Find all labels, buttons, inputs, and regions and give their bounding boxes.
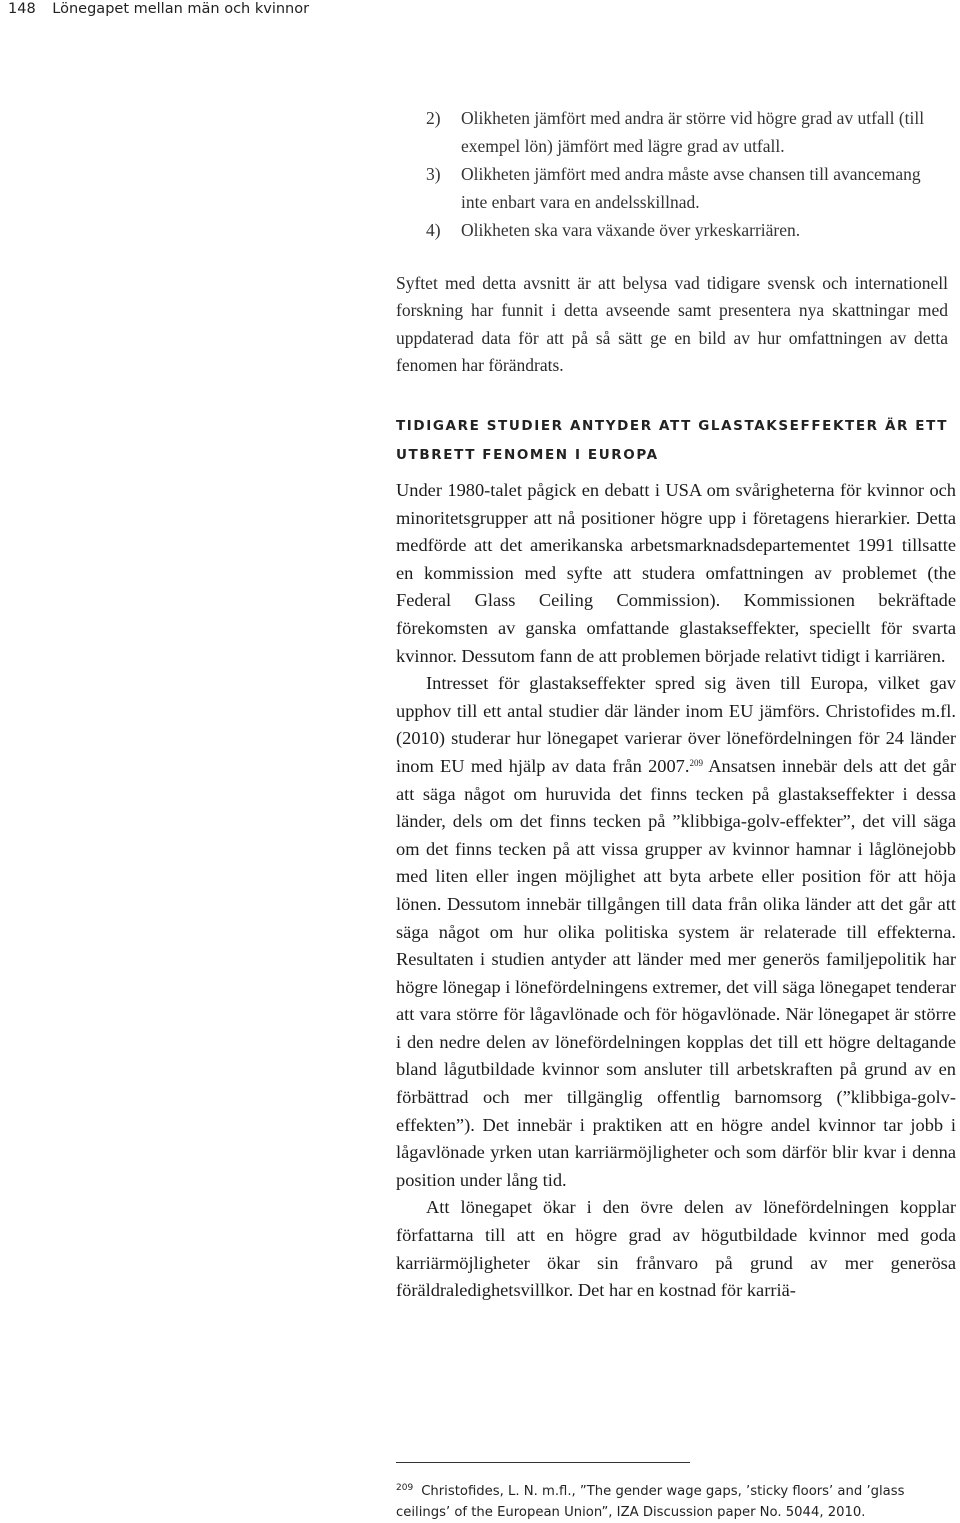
footnote <box>396 1481 936 1523</box>
intro-paragraph: Syftet med detta avsnitt är att belysa vad tidigare svensk och internationell forskning har funnit i detta avseende samt presentera nya skattningar med uppdaterad data för att på så sätt ge en bild av hur omfattningen av detta fenomen har förändrats. <box>396 273 948 375</box>
list-item-number: 3) <box>426 164 441 184</box>
list-item-text: Olikheten jämfört med andra måste avse chansen till avancemang inte enbart vara en andelsskillnad. <box>461 164 921 212</box>
footnote-text: Christofides, L. N. m.fl., ”The gender wage gaps, ’sticky floors’ and ’glass ceilings’ of the European Union”, IZA Discussion paper No. 5044, 2010. <box>396 1484 905 1520</box>
list-item <box>426 160 946 216</box>
body-paragraph-2-start: Intresset för glastakseffekter spred sig även till Europa, vilket gav upphov till ett antal studier där länder inom EU jämförs. Christofides m.fl. (2010) studerar hur lönegapet varierar över lönefördelningen för 24 länder inom EU med hjälp av data från 2007. <box>396 673 956 776</box>
numbered-list <box>426 104 946 244</box>
footnote-number: 209 <box>396 1483 414 1493</box>
list-item <box>426 104 946 160</box>
body-paragraph-1: Under 1980-talet pågick en debatt i USA om svårigheterna för kvinnor och minoritetsgrupper att nå positioner högre upp i företagens hierarkier. Detta medförde att det amerikanska arbetsmarknadsdepartementet 1991 tillsatte en kommission med syfte att studera omfattningen av problemet (the Federal Glass Ceiling Commission). Kommissionen bekräftade förekomsten av ganska omfattande glastakseffekter, speciellt för svarta kvinnor. Dessutom fann de att problemen började relativt tidigt i karriären. <box>396 480 956 666</box>
page-number: 148 <box>8 1 36 17</box>
section-heading: TIDIGARE STUDIER ANTYDER ATT GLASTAKSEFFEKTER ÄR ETT UTBRETT FENOMEN I EUROPA <box>396 418 949 463</box>
body-paragraph-2-rest: Ansatsen innebär dels att det går att säga något om huruvida det finns tecken på glastakseffekter i dessa länder, dels om det finns tecken på ”klibbiga-golv-effekter”, det vill säga om det finns tecken på att vissa grupper av kvinnor hamnar i låglönejobb med liten eller ingen möjlighet att byta arbete eller position för att höja lönen. Dessutom innebär tillgången till data från olika länder att det går att säga något om hur olika politiska system är relaterade till effekterna. Resultaten i studien antyder att länder med mer generös familjepolitik har högre lönegap i lönefördelningens extremer, det vill säga lönegapet tenderar att vara större för lågavlönade och för högavlönade. När lönegapet är större i den nedre delen av lönefördelningen kopplas det till ett högre deltagande bland lågutbildade kvinnor som ansluter till arbetskraften på grund av en förbättrad och mer tillgänglig offentlig barnomsorg (”klibbiga-golv-effekten”). Det innebär i praktiken att en högre andel kvinnor tar jobb i lågavlönade yrken utan karriärmöjligheter och som därför blir kvar i denna position under lång tid. <box>396 755 956 1190</box>
list-item-text: Olikheten jämfört med andra är större vid högre grad av utfall (till exempel lön) jämfört med lägre grad av utfall. <box>461 108 925 156</box>
body-text <box>396 477 956 1305</box>
running-header <box>8 1 309 17</box>
footnote-reference[interactable]: 209 <box>689 757 703 768</box>
footnote-divider <box>396 1462 690 1463</box>
list-item-number: 4) <box>426 220 441 240</box>
body-paragraph-3: Att lönegapet ökar i den övre delen av lönefördelningen kopplar författarna till att en högre grad av högutbildade kvinnor med goda karriärmöjligheter ökar sin frånvaro på grund av mer generösa föräldraledighetsvillkor. Det har en kostnad för karriä- <box>396 1197 956 1301</box>
running-title: Lönegapet mellan män och kvinnor <box>52 1 310 17</box>
list-item <box>426 216 946 244</box>
list-item-number: 2) <box>426 108 441 128</box>
list-item-text: Olikheten ska vara växande över yrkeskarriären. <box>461 220 801 240</box>
body-paragraph-2 <box>396 670 956 1194</box>
